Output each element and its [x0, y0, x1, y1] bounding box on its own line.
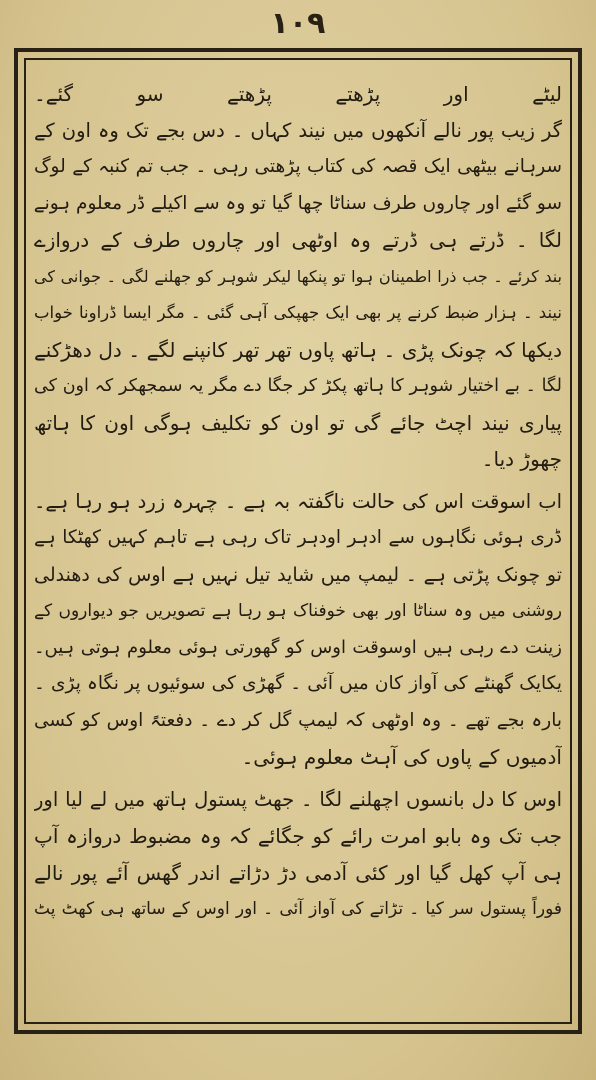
paragraph — [34, 76, 562, 478]
text-line: بارہ بجے تھے ۔ وہ اوٹھی کہ لیمپ گل کر دے ۔ دفعتہً اوس کو کسی — [34, 709, 562, 731]
text-line: چھوڑ دیا۔ — [481, 447, 562, 471]
text-line: نیند ۔ ہزار ضبط کرنے پر بھی ایک جھپکی آہی گئی ۔ مگر ایسا ڈراونا خواب — [34, 303, 562, 322]
text-line: سرہانے بیٹھی ایک قصہ کی کتاب پڑھتی رہی ۔ جب تم کنبہ کے لوگ — [34, 156, 562, 177]
text-line: اوس کا دل بانسوں اچھلنے لگا ۔ جھٹ پستول ہاتھ میں لے لیا اور — [34, 787, 562, 811]
text-line: لیٹے اور پڑھتے پڑھتے سو گئے۔ — [34, 82, 562, 106]
text-line: ڈری ہوئی نگاہوں سے ادہر اودہر تاک رہی ہے تاہم کہیں کھٹکا ہے — [34, 527, 562, 548]
text-line: آدمیوں کے پاوں کی آہٹ معلوم ہوئی۔ — [241, 745, 562, 769]
text-line: لگا ۔ ڈرتے ہی ڈرتے وہ اوٹھی اور چاروں طرف کے دروازے — [34, 228, 562, 252]
text-line: روشنی میں وہ سناٹا اور بھی خوفناک ہو رہا ہے تصویریں جو دیواروں کے — [34, 601, 562, 621]
text-line: سو گئے اور چاروں طرف سناٹا چھا گیا تو وہ سے اکیلے ڈر معلوم ہونے — [34, 192, 562, 214]
text-line: ہی آپ کھل گیا اور کئی آدمی دڑ دڑاتے اندر گھس آئے پور نالے — [34, 860, 562, 885]
text-line: لگا ۔ بے اختیار شوہر کا ہاتھ پکڑ کر جگا دے مگر یہ سمجھکر کہ اون کی — [34, 376, 562, 396]
text-line: جب تک وہ بابو امرت رائے کو جگائے کہ وہ مضبوط دروازہ آپ — [34, 824, 562, 848]
text-line: زینت دے رہی ہیں اوسوقت اوس کو گھورتی ہوئی معلوم ہوتی ہیں۔ — [34, 636, 562, 658]
body-text — [34, 76, 562, 1016]
text-line: تو چونک پڑتی ہے ۔ لیمپ میں شاید تیل نہیں ہے اوس کی دھندلی — [34, 563, 562, 586]
text-line: پیاری نیند اچٹ جائے گی تو اون کو تکلیف ہوگی اون کا ہاتھ — [34, 410, 562, 435]
text-line: فوراً پستول سر کیا ۔ تڑاتے کی آواز آئی ۔ اور اوس کے ساتھ ہی کھٹ پٹ — [34, 899, 562, 919]
text-line: یکایک گھنٹے کی آواز کان میں آئی ۔ گھڑی کی سوئیوں پر نگاہ پڑی ۔ — [34, 673, 562, 694]
text-line: بند کرئے ۔ جب ذرا اطمینان ہوا تو پنکھا لیکر شوہر کو جھلنے لگی ۔ جوانی کی — [34, 266, 562, 286]
page-number: ۱۰۹ — [270, 6, 326, 41]
text-line: گر زیب پور نالے آنکھوں میں نیند کہاں ۔ دس بجے تک وہ اون کے — [34, 118, 562, 142]
paragraph — [34, 782, 562, 928]
text-line: اب اسوقت اس کی حالت ناگفتہ بہ ہے ۔ چہرہ زرد ہو رہا ہے۔ — [34, 489, 562, 513]
paragraph — [34, 484, 562, 776]
text-line: دیکھا کہ چونک پڑی ۔ ہاتھ پاوں تھر تھر کانپنے لگے ۔ دل دھڑکنے — [34, 337, 562, 362]
